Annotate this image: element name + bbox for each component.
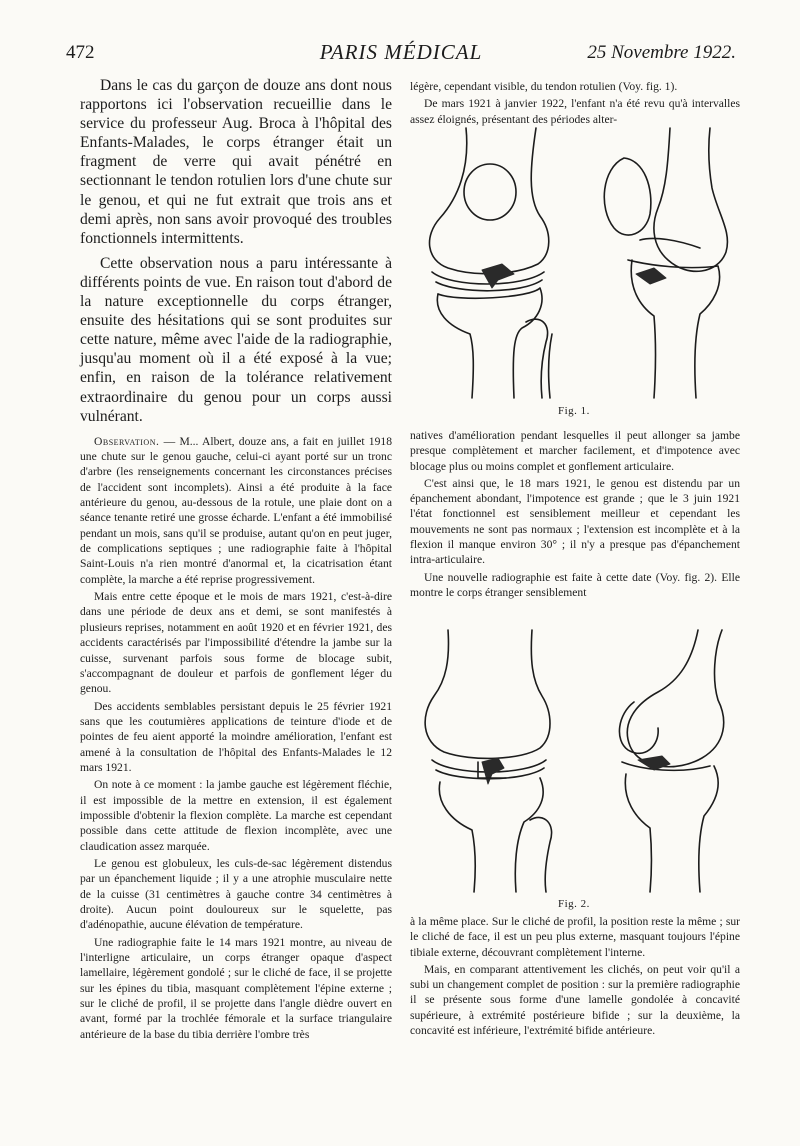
issue-date: 25 Novembre 1922.: [587, 42, 736, 63]
body-paragraph: Mais entre cette époque et le mois de mars 1921, c'est-à-dire dans une période de deux ans et demi, se sont manifestés à plusieurs reprises, notamment en août 1920 et en février 1921, des accidents caractérisés par l'impossibilité d'étendre la jambe sur la cuisse, survenant parfois sous forme de blocage subit, s'accompagnant de douleur et parfois de gonflement léger du genou.: [80, 590, 392, 696]
knee-drawing-front-profile: [418, 128, 748, 398]
observation-paragraph: [80, 434, 392, 587]
body-paragraph: légère, cependant visible, du tendon rotulien (Voy. fig. 1).: [410, 80, 678, 93]
body-paragraph: Le genou est globuleux, les culs-de-sac légèrement distendus par un épanchement liquide ; il y a une atrophie musculaire nette de la cuisse (31 centimètres à gauche contre 34 centimètres à droite). Aucun point douloureux sur le squelette, pas d'adénopathie, aucune élévation de température.: [80, 856, 392, 932]
observation-text: — M... Albert, douze ans, a fait en juillet 1918 une chute sur le genou gauche, celui-ci ayant porté sur un tronc d'arbre (les renseignements concernant les circonstances précises de l'accident sont incomplets). Ainsi a été produite à la face antérieure du genou, au-dessous de la rotule, une plaie dont on a séance tenante retiré une grosse écharde. L'enfant a été immobilisé pendant un mois, sans qu'il se produise, autant qu'on en peut juger, de complications septiques ; une radiographie faite à l'hôpital Saint-Louis n'a rien montré d'anormal et, la cicatrisation étant complète, la marche a été reprise progressivement.: [80, 434, 392, 586]
body-paragraph: à la même place. Sur le cliché de profil, la position reste la même ; sur le cliché de face, il est un peu plus externe, masquant toujours l'épine tibiale externe, découvrant complètement l'interne.: [410, 915, 740, 959]
body-paragraph: natives d'amélioration pendant lesquelles il peut allonger sa jambe presque complètement et marcher facilement, et d'impotence avec blocage plus ou moins complet et gonflement articulaire.: [410, 429, 740, 473]
body-paragraph: Une nouvelle radiographie est faite à cette date (Voy. fig. 2). Elle montre le corps étranger sensiblement: [410, 570, 740, 599]
observation-section: [80, 434, 392, 1042]
body-paragraph: C'est ainsi que, le 18 mars 1921, le genou est distendu par un épanchement abondant, l'impotence est grande ; que le 3 juin 1921 l'état fonctionnel est sensiblement meilleur et cependant les mouvements ne sont pas normaux ; l'extension est incomplète et à la flexion il manque environ 30° ; il n'y a presque pas d'épanchement intra-articulaire.: [410, 476, 740, 567]
knee-drawing-front-profile: [418, 630, 748, 892]
intro-paragraph: Cette observation nous a paru intéressante à différents points de vue. En raison tout d'abord de la nature exceptionnelle du corps étranger, ensuite des hésitations qui se sont produites sur cette nature, même avec l'aide de la radiographie, jusqu'au moment où il a été exposé à la vue; enfin, en raison de la tolérance relativement extraordinaire du genou pour un corps aussi vulnérant.: [80, 254, 392, 425]
figure-2-knee-xray: [418, 630, 748, 892]
body-paragraph: Des accidents semblables persistant depuis le 25 février 1921 sans que les coutumières applications de teinture d'iode et de pointes de feu aient apporté la moindre amélioration, l'enfant est amené à la consultation de l'hôpital des Enfants-Malades le 12 mars 1921.: [80, 699, 392, 774]
body-paragraph: Une radiographie faite le 14 mars 1921 montre, au niveau de l'interligne articulaire, un corps étranger opaque d'aspect lamellaire, légèrement gondolé ; sur le cliché de face, il se projette sur les épines du tibia, masquant complètement l'épine externe ; sur le cliché de profil, il se projette dans l'angle dièdre ouvert en avant, formé par la trochlée fémorale et la surface triangulaire antérieure de la base du tibia derrière l'ombre très: [80, 935, 392, 1041]
journal-title: PARIS MÉDICAL: [319, 40, 483, 64]
figure-2-caption: Fig. 2.: [558, 898, 590, 910]
body-paragraph: Mais, en comparant attentivement les clichés, on peut voir qu'il a subi un changement complet de position : sur la première radiographie il se présente sous forme d'une lamelle gondolée à concavité supérieure, à extrémité postérieure bifide ; sur la deuxième, la concavité est inférieure, l'extrémité bifide antérieure.: [410, 962, 740, 1038]
left-column: [80, 76, 392, 1044]
figure-1-knee-xray: [418, 128, 748, 398]
body-paragraph: De mars 1921 à janvier 1922, l'enfant n'a été revu qu'à intervalles assez éloignés, présentant des périodes alter-: [410, 97, 740, 126]
intro-paragraph: Dans le cas du garçon de douze ans dont nous rapportons ici l'observation recueillie dans le service du professeur Aug. Broca à l'hôpital des Enfants-Malades, le corps étranger était un fragment de verre qui avait pénétré en sectionnant le tendon rotulien lors d'une chute sur le genou, et qui ne fut extrait que trois ans et demi après, non sans avoir provoqué des troubles fonctionnels intermittents.: [80, 77, 392, 247]
intro-section: [80, 76, 392, 426]
body-paragraph: On note à ce moment : la jambe gauche est légèrement fléchie, il est impossible de la mettre en extension, il est également impossible d'obtenir la flexion complète. La marche est cependant possible dans cette attitude de flexion incomplète, avec une claudication assez marquée.: [80, 778, 392, 853]
observation-label: Observation.: [94, 434, 160, 448]
right-column-top: [410, 79, 740, 129]
figure-1-caption: Fig. 1.: [558, 405, 590, 417]
page-number: 472: [66, 42, 95, 63]
right-column-bottom: [410, 914, 740, 1040]
right-column-middle: [410, 428, 740, 602]
running-header: [66, 40, 736, 68]
